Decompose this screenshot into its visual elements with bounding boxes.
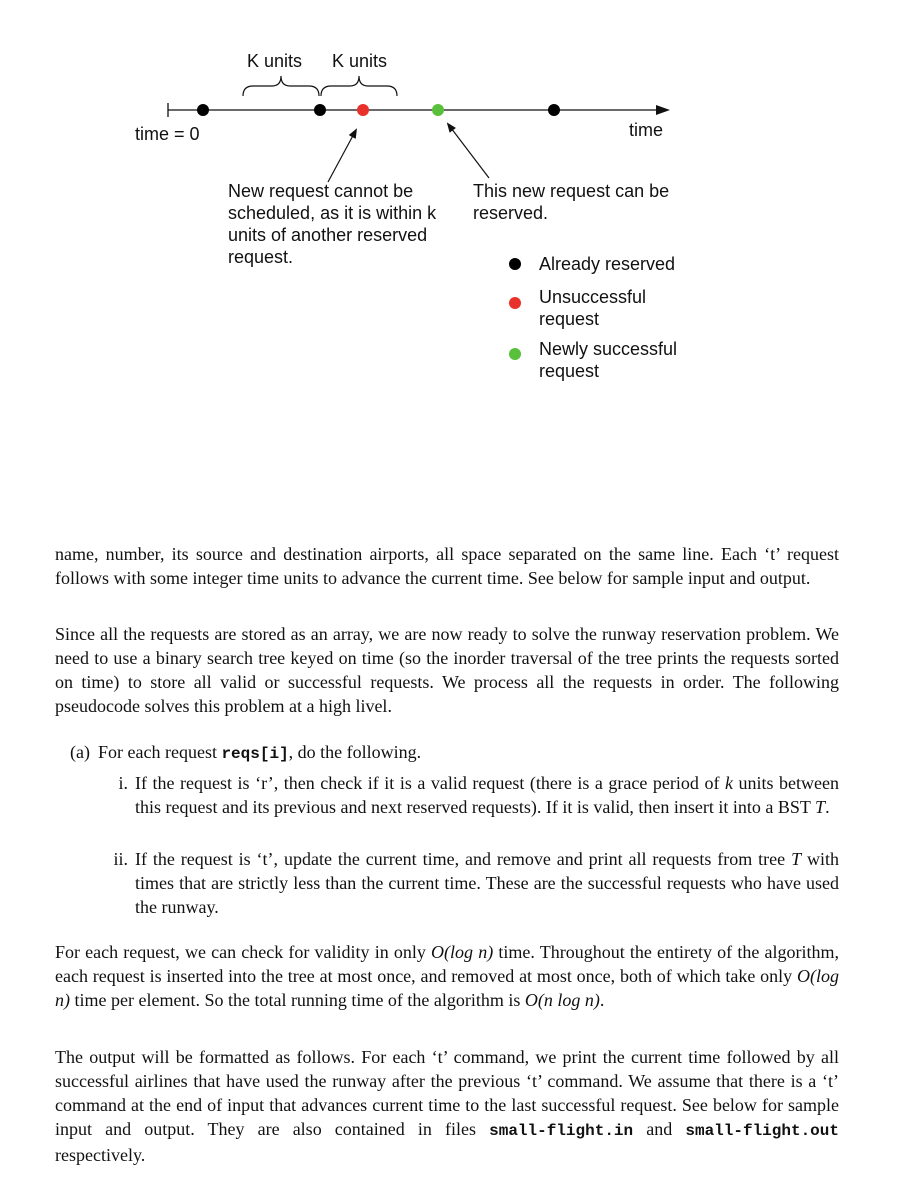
annotation-cannot-schedule: New request cannot be scheduled, as it is within k units of another reserved request. — [228, 181, 437, 267]
k-units-label-right: K units — [332, 51, 388, 71]
reserved-point — [197, 104, 209, 116]
time-zero-label: time = 0 — [135, 124, 200, 144]
time-axis-label: time — [629, 120, 664, 140]
list-item-i: If the request is ‘r’, then check if it is a valid request (there is a grace period of k units between this request and its previous and next reserved requests). If it is valid, then insert it into a BST T. — [135, 773, 839, 817]
list-item-ii: If the request is ‘t’, update the current time, and remove and print all requests from tree T with times that are strictly less than the current time. These are the successful requests who have used the runway. — [135, 849, 839, 917]
paragraph-bst-approach — [55, 622, 839, 726]
reserved-point — [548, 104, 560, 116]
list-marker-i: i. — [118, 773, 128, 793]
paragraph-input-format — [55, 542, 839, 598]
paragraph-text: The output will be formatted as follows. For each ‘t’ command, we print the current time followed by all successful airlines that have used the runway after the previous ‘t’ command. We assume that there is a ‘t’ command at the end of input that advances current time to the last successful request. See below for sample input and output. They are also contained in files small-flight.in and small-flight.out respectively. — [55, 1047, 839, 1165]
paragraph-text: For each request, we can check for validity in only O(log n) time. Throughout the entirety of the algorithm, each request is inserted into the tree at most once, and removed at most once, both of which take only O(log n) time per element. So the total running time of the algorithm is O(n log n). — [55, 942, 839, 1010]
unsuccessful-request-point — [357, 104, 369, 116]
paragraph-text: Since all the requests are stored as an array, we are now ready to solve the runway reservation problem. We need to use a binary search tree keyed on time (so the inorder traversal of the tree prints the requests sorted on time) to store all valid or successful requests. We process all the requests in order. The following pseudocode solves this problem at a high livel. — [55, 624, 839, 716]
legend-dot-unsuccessful — [509, 297, 521, 309]
math-log-n: O(log n) — [431, 942, 494, 962]
time-axis-arrowhead — [656, 105, 670, 115]
timeline-diagram — [0, 0, 916, 400]
list-marker-ii: ii. — [113, 849, 128, 869]
paragraph-running-time — [55, 940, 839, 1020]
paragraph-text: name, number, its source and destination airports, all space separated on the same line. Each ‘t’ request follows with some integer time units to advance the current time. See below for sample input and output. — [55, 544, 839, 588]
paragraph-output-format — [55, 1045, 839, 1175]
annotation-can-reserve: This new request can be reserved. — [473, 181, 670, 223]
k-units-brace-right — [321, 76, 397, 96]
k-units-brace-left — [243, 76, 319, 96]
legend-dot-successful — [509, 348, 521, 360]
code-reqs-i: reqs[i] — [221, 745, 289, 763]
annotation-arrow-right — [448, 124, 489, 178]
legend-label-reserved: Already reserved — [539, 254, 676, 274]
filename-small-flight-out: small-flight.out — [685, 1122, 839, 1140]
list-item-a: For each request reqs[i], do the following. — [98, 742, 422, 763]
legend-label-successful: Newly successful request — [539, 339, 678, 381]
list-marker-a: (a) — [70, 742, 90, 762]
filename-small-flight-in: small-flight.in — [489, 1122, 634, 1140]
reserved-point — [314, 104, 326, 116]
math-log-n: O(log n) — [55, 966, 839, 1010]
k-units-label-left: K units — [247, 51, 303, 71]
legend-dot-reserved — [509, 258, 521, 270]
legend-label-unsuccessful: Unsuccessful request — [539, 287, 647, 329]
newly-successful-request-point — [432, 104, 444, 116]
annotation-arrow-left — [328, 130, 356, 182]
math-n-log-n: O(n log n) — [524, 990, 600, 1010]
runway-timeline-figure — [0, 0, 916, 400]
